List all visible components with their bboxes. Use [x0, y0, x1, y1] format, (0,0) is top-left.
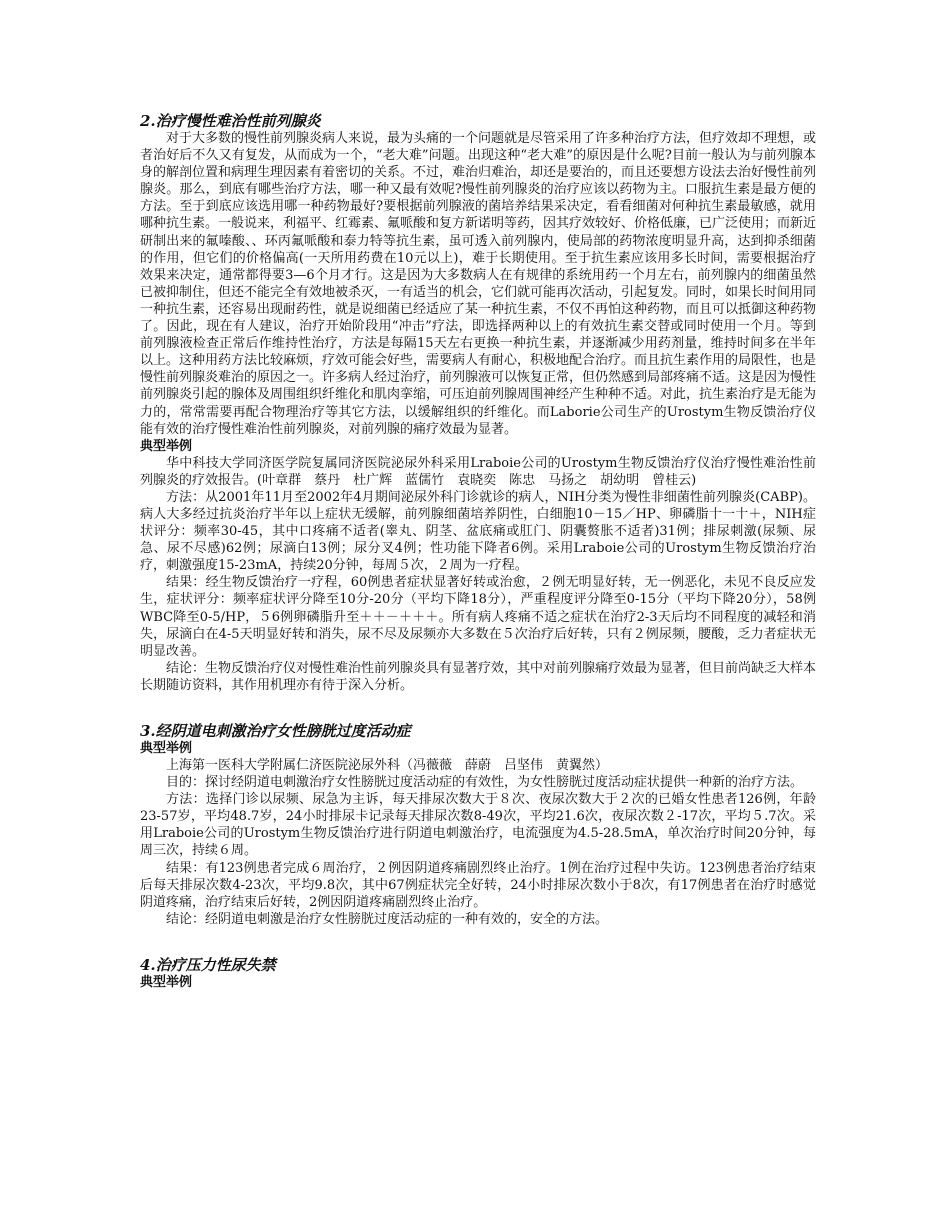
section-3-method: 方法：选择门诊以尿频、尿急为主诉，每天排尿次数大于８次、夜尿次数大于２次的已婚女性患者126例，年龄23-57岁，平均48.7岁，24小时排尿卡记录每天排尿次数8-49次，平均21.6次，夜尿次数２-17次，平均５.7次。采用Lraboie公司的Urostym生物反馈治疗进行阴道电刺激治疗，电流强度为4.5-28.5mA，单次治疗时间20分钟，每周三次，持续６周。 — [140, 792, 816, 859]
section-2-case-label: 典型举例 — [140, 438, 193, 454]
section-4-case-label: 典型举例 — [140, 974, 193, 990]
section-3-case-intro: 上海第一医科大学附属仁济医院泌尿外科（冯薇薇 薛蔚 吕坚伟 黄翼然） — [166, 758, 609, 773]
section-2-title: 2.治疗慢性难治性前列腺炎 — [140, 112, 321, 130]
section-3-conclusion: 结论：经阴道电刺激是治疗女性膀胱过度活动症的一种有效的，安全的方法。 — [166, 911, 609, 927]
section-3-objective: 目的：探讨经阴道电刺激治疗女性膀胱过度活动症的有效性，为女性膀胱过度活动症状提供一种新的治疗方法。 — [166, 775, 804, 791]
section-2-case-intro: 华中科技大学同济医学院复属同济医院泌尿外科采用Lraboie公司的Urostym生物反馈治疗仪治疗慢性难治性前列腺炎的疗效报告。(叶章群 蔡丹 杜广辉 蓝儒竹 袁晓奕 陈忠 马扬之 胡幼明 曾桂云) — [140, 455, 816, 488]
section-2-conclusion: 结论：生物反馈治疗仪对慢性难治性前列腺炎具有显著疗效，其中对前列腺痛疗效最为显著，但目前尚缺乏大样本长期随访资料，其作用机理亦有待于深入分析。 — [140, 660, 817, 693]
section-gap — [140, 694, 816, 722]
section-2-result: 结果：经生物反馈治疗一疗程，60例患者症状显著好转或治愈，２例无明显好转，无一例恶化，未见不良反应发生，症状评分：频率症状评分降至10分-20分（平均下降18分），严重程度评分降至0-15分（平均下降20分），58例WBC降至0-5/HP，５6例卵磷脂升至＋＋－＋＋＋。所有病人疼痛不适之症状在治疗2-3天后均不同程度的减轻和消失，尿滴白在4-5天明显好转和消失，尿不尽及尿频亦大多数在５次治疗后好转，只有２例尿频，腰酸，乏力者症状无明显改善。 — [140, 575, 816, 659]
section-3-title: 3.经阴道电刺激治疗女性膀胱过度活动症 — [140, 722, 411, 740]
document-body — [140, 112, 816, 991]
section-gap — [140, 928, 816, 956]
section-4-title: 4.治疗压力性尿失禁 — [140, 955, 276, 974]
section-2-method: 方法：从2001年11月至2002年4月期间泌尿外科门诊就诊的病人，NIH分类为慢性非细菌性前列腺炎(CABP)。病人大多经过抗炎治疗半年以上症状无缓解，前列腺细菌培养阴性，白细胞10－15／HP、卵磷脂十一十＋，NIH症状评分：频率30-45，其中口疼痛不适者(睾丸、阴茎、盆底痛或肛门、阴囊赘胀不适者)31例；排尿刺激(尿频、尿急、尿不尽感)62例；尿滴白13例；尿分叉4例；性功能下降者6例。采用Lraboie公司的Urostym生物反馈治疗治疗，刺激强度15-23mA，持续20分钟，每周５次，２周为一疗程。 — [140, 489, 816, 574]
section-3-case-label: 典型举例 — [140, 741, 193, 756]
section-3-result: 结果：有123例患者完成６周治疗，２例因阴道疼痛剧烈终止治疗。1例在治疗过程中失访。123例患者治疗结束后每天排尿次数4-23次，平均9.8次，其中67例症状完全好转，24小时排尿次数小于8次，有17例患者在治疗时感觉阴道疼痛，治疗结束后好转，2例因阴道疼痛剧烈终止治疗。 — [140, 860, 816, 910]
section-2-body: 对于大多数的慢性前列腺炎病人来说，最为头痛的一个问题就是尽管采用了许多种治疗方法，但疗效却不理想，或者治好后不久又有复发，从而成为一个，“老大难”问题。出现这种“老大难”的原因是什么呢?目前一般认为与前列腺本身的解剖位置和病理生理因素有着密切的关系。不过，难治归难治，却还是要治的，而且还要想方设法去治好慢性前列腺炎。那么，到底有哪些治疗方法，哪一种又最有效呢?慢性前列腺炎的治疗应该以药物为主。口服抗生素是最方便的方法。至于到底应该选用哪一种药物最好?要根据前列腺液的菌培养结果采决定，看看细菌对何种抗生素最敏感，就用哪种抗生素。一般说来，利福平、红霉素、氟哌酸和复方新诺明等药，因其疗效较好、价格低廉，已广泛使用；而新近研制出来的氟嗪酸、、环丙氟哌酸和泰力特等抗生素，虽可透入前列腺内，使局部的药物浓度明显升高，达到抑杀细菌的作用，但它们的价格偏高(一天所用药费在10元以上)，难于长期使用。至于抗生素应该用多长时间，需要根据治疗效果来决定，通常都得要3—6个月才行。这是因为大多数病人在有规律的系统用药一个月左右，前列腺内的细菌虽然已被抑制住，但还不能完全有效地被杀灭，一有适当的机会，它们就可能再次活动，引起复发。同时，如果长时间用同一种抗生素，还容易出现耐药性，就是说细菌已经适应了某一种抗生素，不仅不再怕这种药物，而且可以抵御这种药物了。因此，现在有人建议，治疗开始阶段用“冲击”疗法，即选择两种以上的有效抗生素交替或同时使用一个月。等到前列腺液检查正常后作维持性治疗，方法是每隔15天左右更换一种抗生素，并逐渐减少用药剂量，维持时间多在半年以上。这种用药方法比较麻烦，疗效可能会好些，需要病人有耐心，积极地配合治疗。而且抗生素作用的局限性，也是慢性前列腺炎难治的原因之一。许多病人经过治疗，前列腺液可以恢复正常，但仍然感到局部疼痛不适。这是因为慢性前列腺炎引起的腺体及周围组织纤维化和肌肉挛缩，可压迫前列腺周围神经产生种种不适。对此，抗生素治疗是无能为力的，常常需要再配合物理治疗等其它方法，以缓解组织的纤维化。而Laborie公司生产的Urostym生物反馈治疗仪能有效的治疗慢性难治性前列腺炎，对前列腺的痛疗效最为显著。 — [140, 131, 817, 437]
